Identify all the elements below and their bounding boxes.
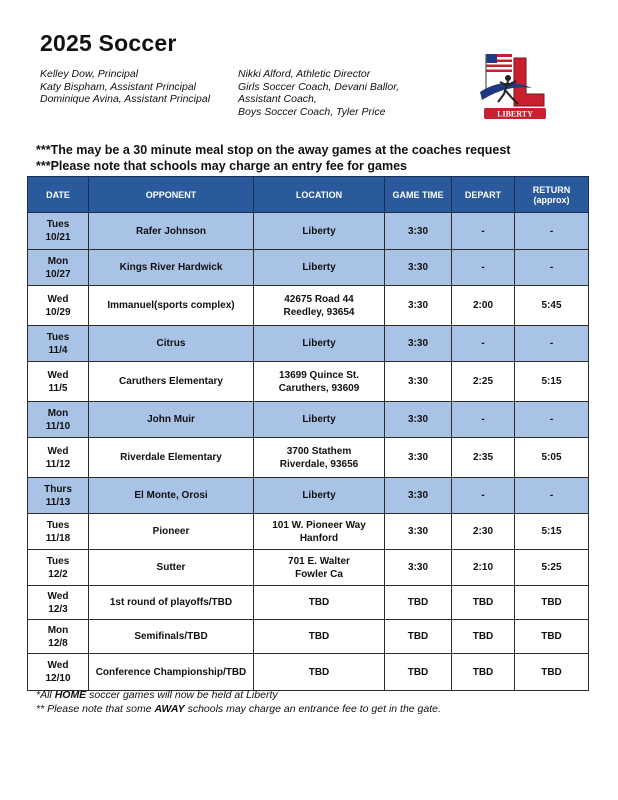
header-date: DATE <box>28 177 89 213</box>
cell-depart: TBD <box>452 620 515 654</box>
table-row <box>28 550 589 586</box>
cell-date-value: 11/18 <box>45 532 71 544</box>
note-meal-stop: ***The may be a 30 minute meal stop on the away games at the coaches request <box>36 143 511 157</box>
table-row <box>28 438 589 478</box>
cell-day: Wed <box>47 590 69 602</box>
staff-athletic-director: Nikki Alford, Athletic Director <box>238 68 371 80</box>
cell-depart: - <box>452 478 515 514</box>
header-return <box>515 177 589 213</box>
cell-depart: - <box>452 250 515 286</box>
cell-location-line1: 13699 Quince St. <box>278 369 360 381</box>
cell-opponent: Conference Championship/TBD <box>89 654 254 691</box>
cell-location-line2: Reedley, 93654 <box>283 306 355 318</box>
cell-return: 5:15 <box>515 362 589 402</box>
cell-location-line1: TBD <box>308 666 330 678</box>
cell-date <box>28 620 89 654</box>
cell-date-value: 12/3 <box>48 603 68 615</box>
cell-day: Thurs <box>44 483 72 495</box>
cell-return: - <box>515 213 589 250</box>
cell-location-line1: Liberty <box>302 414 336 425</box>
cell-date <box>28 213 89 250</box>
table-row <box>28 478 589 514</box>
table-row <box>28 402 589 438</box>
cell-date <box>28 438 89 478</box>
cell-location-line1: 3700 Stathem <box>286 445 352 457</box>
logo-text: LIBERTY <box>497 109 533 119</box>
cell-opponent: Pioneer <box>89 514 254 550</box>
staff-assistant-principal-2: Dominique Avina, Assistant Principal <box>40 93 211 105</box>
cell-day: Tues <box>46 519 70 531</box>
cell-location <box>254 550 385 586</box>
cell-depart: 2:30 <box>452 514 515 550</box>
header-return-label: RETURN <box>532 184 571 195</box>
cell-date-value: 11/13 <box>45 496 71 508</box>
staff-boys-coach: Boys Soccer Coach, Tyler Price <box>238 105 386 118</box>
cell-location <box>254 654 385 691</box>
cell-depart: 2:35 <box>452 438 515 478</box>
cell-game-time: 3:30 <box>385 438 452 478</box>
table-row <box>28 326 589 362</box>
cell-date-value: 10/27 <box>45 268 71 280</box>
header-location: LOCATION <box>254 177 385 213</box>
cell-location-line1: Liberty <box>302 338 336 349</box>
cell-location <box>254 326 385 362</box>
cell-date <box>28 326 89 362</box>
table-row <box>28 514 589 550</box>
cell-date <box>28 250 89 286</box>
cell-date <box>28 654 89 691</box>
cell-game-time: 3:30 <box>385 402 452 438</box>
cell-day: Tues <box>46 331 70 343</box>
header-game-time: GAME TIME <box>385 177 452 213</box>
cell-location-line1: 701 E. Walter <box>288 555 350 567</box>
table-row <box>28 586 589 620</box>
cell-location-line1: 42675 Road 44 <box>284 293 354 305</box>
cell-game-time: 3:30 <box>385 514 452 550</box>
cell-date-value: 11/12 <box>45 458 71 470</box>
cell-date <box>28 362 89 402</box>
cell-location <box>254 620 385 654</box>
staff-assistant-coach: Assistant Coach, <box>238 93 317 105</box>
cell-location-line1: TBD <box>308 597 330 608</box>
note-entry-fee: ***Please note that schools may charge an entry fee for games <box>36 159 407 173</box>
cell-game-time: 3:30 <box>385 550 452 586</box>
cell-location-line2: Fowler Ca <box>295 568 343 580</box>
cell-return: - <box>515 326 589 362</box>
cell-depart: 2:10 <box>452 550 515 586</box>
cell-opponent: Kings River Hardwick <box>89 250 254 286</box>
cell-opponent: Riverdale Elementary <box>89 438 254 478</box>
cell-location <box>254 586 385 620</box>
table-row <box>28 286 589 326</box>
cell-location-line2: Riverdale, 93656 <box>279 458 359 470</box>
cell-date-value: 10/29 <box>45 306 71 318</box>
cell-depart: 2:25 <box>452 362 515 402</box>
cell-day: Wed <box>47 660 69 671</box>
cell-return: - <box>515 250 589 286</box>
cell-date-value: 12/8 <box>48 637 68 649</box>
table-row <box>28 620 589 654</box>
cell-game-time: 3:30 <box>385 362 452 402</box>
cell-opponent: John Muir <box>89 402 254 438</box>
cell-location <box>254 402 385 438</box>
cell-location <box>254 438 385 478</box>
cell-depart: - <box>452 213 515 250</box>
cell-location <box>254 286 385 326</box>
cell-depart: - <box>452 326 515 362</box>
staff-principal: Kelley Dow, Principal <box>40 68 139 80</box>
cell-opponent: 1st round of playoffs/TBD <box>89 586 254 620</box>
notes-section <box>36 142 510 174</box>
cell-date-value: 11/4 <box>48 344 68 356</box>
table-row <box>28 250 589 286</box>
cell-date-value: 12/2 <box>48 568 68 580</box>
cell-opponent: Citrus <box>89 326 254 362</box>
cell-depart: - <box>452 402 515 438</box>
cell-date-value: 10/21 <box>45 232 71 243</box>
cell-return: TBD <box>515 654 589 691</box>
cell-depart: 2:00 <box>452 286 515 326</box>
cell-location <box>254 514 385 550</box>
schedule-table <box>27 176 589 691</box>
cell-date-value: 11/5 <box>48 382 68 394</box>
cell-location-line1: 101 W. Pioneer Way <box>272 519 366 531</box>
cell-location <box>254 250 385 286</box>
cell-opponent: Semifinals/TBD <box>89 620 254 654</box>
cell-location-line2: Caruthers, 93609 <box>278 382 360 394</box>
cell-location-line1: Liberty <box>302 225 336 237</box>
cell-day: Mon <box>47 255 69 267</box>
cell-date-value: 12/10 <box>45 673 71 684</box>
cell-game-time: 3:30 <box>385 326 452 362</box>
cell-opponent: Caruthers Elementary <box>89 362 254 402</box>
cell-day: Mon <box>47 407 69 419</box>
cell-date <box>28 550 89 586</box>
cell-return: - <box>515 402 589 438</box>
cell-date-value: 11/10 <box>45 420 71 432</box>
cell-depart: TBD <box>452 586 515 620</box>
cell-day: Wed <box>47 369 69 381</box>
page-title: 2025 Soccer <box>40 30 177 56</box>
cell-return: 5:45 <box>515 286 589 326</box>
cell-date <box>28 402 89 438</box>
table-row <box>28 213 589 250</box>
footer-notes <box>36 688 441 716</box>
cell-game-time: 3:30 <box>385 286 452 326</box>
footer-home-note: *All HOME soccer games will now be held at Liberty <box>36 689 278 701</box>
cell-game-time: 3:30 <box>385 250 452 286</box>
table-header-row <box>28 177 589 213</box>
cell-day: Tues <box>46 555 70 567</box>
cell-date <box>28 586 89 620</box>
cell-location-line1: TBD <box>308 631 330 642</box>
cell-game-time: TBD <box>385 586 452 620</box>
cell-date <box>28 514 89 550</box>
staff-list-right <box>238 68 399 118</box>
cell-game-time: TBD <box>385 654 452 691</box>
cell-location <box>254 213 385 250</box>
cell-date <box>28 286 89 326</box>
cell-return: TBD <box>515 586 589 620</box>
cell-opponent: El Monte, Orosi <box>89 478 254 514</box>
cell-location <box>254 478 385 514</box>
cell-game-time: 3:30 <box>385 213 452 250</box>
cell-opponent: Sutter <box>89 550 254 586</box>
cell-return: 5:25 <box>515 550 589 586</box>
table-row <box>28 362 589 402</box>
cell-location-line2: Hanford <box>299 532 339 544</box>
cell-return: 5:05 <box>515 438 589 478</box>
cell-opponent: Immanuel(sports complex) <box>89 286 254 326</box>
footer-away-note: ** Please note that some AWAY schools may charge an entrance fee to get in the gate. <box>36 703 441 715</box>
cell-location-line1: Liberty <box>302 490 336 501</box>
header-depart: DEPART <box>452 177 515 213</box>
cell-return: 5:15 <box>515 514 589 550</box>
cell-game-time: TBD <box>385 620 452 654</box>
cell-day: Mon <box>47 624 69 636</box>
liberty-logo-icon <box>474 48 554 124</box>
cell-location-line1: Liberty <box>302 262 336 273</box>
cell-location <box>254 362 385 402</box>
staff-list-left <box>40 68 210 106</box>
cell-day: Wed <box>47 445 69 457</box>
header-return-sub: (approx) <box>533 194 570 205</box>
cell-depart: TBD <box>452 654 515 691</box>
staff-girls-coach: Girls Soccer Coach, Devani Ballor, <box>238 80 400 93</box>
header-opponent: OPPONENT <box>89 177 254 213</box>
cell-day: Wed <box>47 293 69 305</box>
cell-game-time: 3:30 <box>385 478 452 514</box>
staff-assistant-principal-1: Katy Bispham, Assistant Principal <box>40 80 197 93</box>
table-row <box>28 654 589 691</box>
cell-return: TBD <box>515 620 589 654</box>
cell-day: Tues <box>46 219 70 230</box>
cell-opponent: Rafer Johnson <box>89 213 254 250</box>
cell-return: - <box>515 478 589 514</box>
cell-date <box>28 478 89 514</box>
